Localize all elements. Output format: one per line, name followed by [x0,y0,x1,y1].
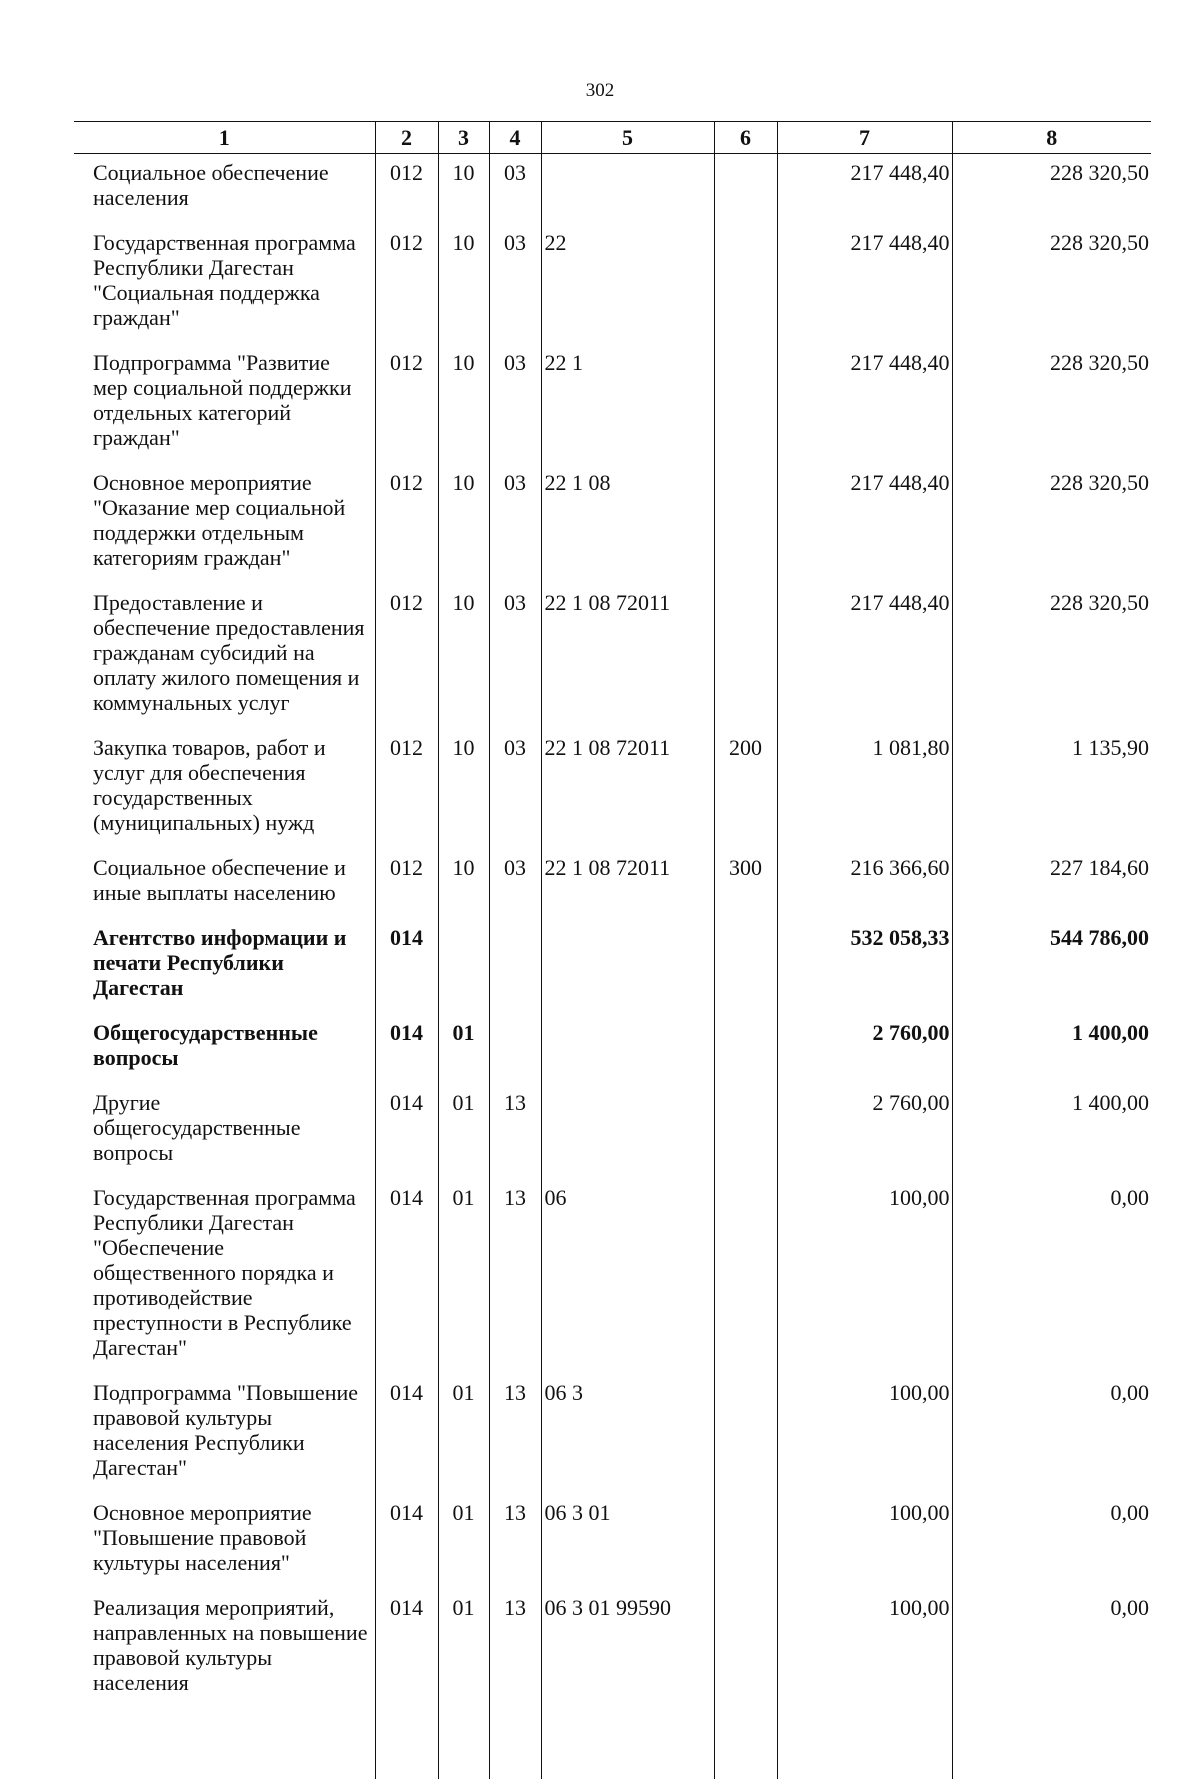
amount-col8-cell: 228 320,50 [952,154,1151,225]
section-code-cell: 10 [438,729,489,849]
amount-col7-cell: 100,00 [777,1589,952,1779]
row-name-cell: Основное мероприятие "Повышение правовой культуры населения" [74,1494,375,1589]
subsection-code-cell: 03 [489,224,541,344]
target-article-cell: 06 3 [541,1374,714,1494]
table-row [74,1179,1151,1374]
table-row [74,224,1151,344]
expense-type-cell [714,1374,777,1494]
amount-col7-cell: 100,00 [777,1494,952,1589]
section-code-cell: 01 [438,1374,489,1494]
row-name-cell: Основное мероприятие "Оказание мер социальной поддержки отдельным категориям граждан" [74,464,375,584]
table-row [74,154,1151,225]
subsection-code-cell: 03 [489,464,541,584]
target-article-cell: 06 3 01 99590 [541,1589,714,1779]
expense-type-cell [714,584,777,729]
target-article-cell: 06 [541,1179,714,1374]
table-row [74,849,1151,919]
amount-col7-cell: 216 366,60 [777,849,952,919]
expense-type-cell [714,154,777,225]
target-article-cell [541,1084,714,1179]
amount-col7-cell: 217 448,40 [777,154,952,225]
target-article-cell: 22 1 08 [541,464,714,584]
amount-col8-cell: 227 184,60 [952,849,1151,919]
row-name-cell: Общегосударственные вопросы [74,1014,375,1084]
amount-col7-cell: 217 448,40 [777,464,952,584]
amount-col8-cell: 228 320,50 [952,344,1151,464]
section-code-cell: 10 [438,154,489,225]
chapter-code-cell: 014 [375,1084,438,1179]
section-code-cell [438,919,489,1014]
row-name-cell: Закупка товаров, работ и услуг для обеспечения государственных (муниципальных) нужд [74,729,375,849]
amount-col7-cell: 217 448,40 [777,224,952,344]
section-code-cell: 01 [438,1494,489,1589]
section-code-cell: 01 [438,1589,489,1779]
row-name-cell: Социальное обеспечение населения [74,154,375,225]
subsection-code-cell: 03 [489,849,541,919]
subsection-code-cell: 03 [489,729,541,849]
amount-col8-cell: 1 135,90 [952,729,1151,849]
target-article-cell [541,919,714,1014]
chapter-code-cell: 014 [375,1494,438,1589]
table-row [74,1014,1151,1084]
amount-col7-cell: 2 760,00 [777,1014,952,1084]
row-name-cell: Подпрограмма "Развитие мер социальной поддержки отдельных категорий граждан" [74,344,375,464]
amount-col8-cell: 0,00 [952,1589,1151,1779]
section-code-cell: 01 [438,1084,489,1179]
subsection-code-cell [489,1014,541,1084]
chapter-code-cell: 012 [375,154,438,225]
expense-type-cell [714,224,777,344]
target-article-cell: 22 1 08 72011 [541,729,714,849]
column-header: 8 [952,122,1151,154]
table-row [74,1494,1151,1589]
section-code-cell: 10 [438,584,489,729]
amount-col8-cell: 1 400,00 [952,1014,1151,1084]
expense-type-cell: 300 [714,849,777,919]
amount-col8-cell: 0,00 [952,1179,1151,1374]
amount-col8-cell: 228 320,50 [952,464,1151,584]
row-name-cell: Государственная программа Республики Дагестан "Социальная поддержка граждан" [74,224,375,344]
target-article-cell [541,1014,714,1084]
column-header: 1 [74,122,375,154]
target-article-cell [541,154,714,225]
table-row [74,584,1151,729]
row-name-cell: Подпрограмма "Повышение правовой культуры населения Республики Дагестан" [74,1374,375,1494]
target-article-cell: 22 1 [541,344,714,464]
column-header: 4 [489,122,541,154]
chapter-code-cell: 014 [375,1589,438,1779]
table-row [74,464,1151,584]
chapter-code-cell: 012 [375,464,438,584]
subsection-code-cell: 13 [489,1084,541,1179]
chapter-code-cell: 014 [375,1179,438,1374]
subsection-code-cell: 03 [489,154,541,225]
amount-col8-cell: 228 320,50 [952,224,1151,344]
expense-type-cell [714,1589,777,1779]
table-row [74,729,1151,849]
row-name-cell: Реализация мероприятий, направленных на повышение правовой культуры населения [74,1589,375,1779]
table-row [74,1589,1151,1779]
row-name-cell: Государственная программа Республики Дагестан "Обеспечение общественного порядка и противодействие преступности в Республике Дагестан" [74,1179,375,1374]
chapter-code-cell: 012 [375,224,438,344]
table-row [74,344,1151,464]
target-article-cell: 22 1 08 72011 [541,849,714,919]
expense-type-cell [714,464,777,584]
chapter-code-cell: 012 [375,344,438,464]
table-body [74,154,1151,1779]
expense-type-cell [714,1014,777,1084]
amount-col8-cell: 1 400,00 [952,1084,1151,1179]
amount-col7-cell: 217 448,40 [777,584,952,729]
amount-col7-cell: 2 760,00 [777,1084,952,1179]
chapter-code-cell: 014 [375,1374,438,1494]
subsection-code-cell: 13 [489,1494,541,1589]
amount-col8-cell: 544 786,00 [952,919,1151,1014]
section-code-cell: 10 [438,464,489,584]
amount-col7-cell: 217 448,40 [777,344,952,464]
target-article-cell: 22 1 08 72011 [541,584,714,729]
amount-col7-cell: 100,00 [777,1374,952,1494]
target-article-cell: 22 [541,224,714,344]
section-code-cell: 10 [438,224,489,344]
section-code-cell: 10 [438,344,489,464]
chapter-code-cell: 012 [375,849,438,919]
expense-type-cell [714,1494,777,1589]
column-header: 7 [777,122,952,154]
expense-type-cell: 200 [714,729,777,849]
chapter-code-cell: 012 [375,729,438,849]
chapter-code-cell: 014 [375,919,438,1014]
table-row [74,1084,1151,1179]
amount-col7-cell: 532 058,33 [777,919,952,1014]
table-row [74,1374,1151,1494]
amount-col8-cell: 228 320,50 [952,584,1151,729]
row-name-cell: Социальное обеспечение и иные выплаты населению [74,849,375,919]
target-article-cell: 06 3 01 [541,1494,714,1589]
amount-col8-cell: 0,00 [952,1374,1151,1494]
chapter-code-cell: 012 [375,584,438,729]
section-code-cell: 10 [438,849,489,919]
amount-col7-cell: 1 081,80 [777,729,952,849]
column-header: 5 [541,122,714,154]
table-row [74,919,1151,1014]
column-header: 3 [438,122,489,154]
subsection-code-cell: 13 [489,1179,541,1374]
row-name-cell: Агентство информации и печати Республики Дагестан [74,919,375,1014]
column-header: 6 [714,122,777,154]
row-name-cell: Предоставление и обеспечение предоставления гражданам субсидий на оплату жилого помещения и коммунальных услуг [74,584,375,729]
expense-type-cell [714,919,777,1014]
page-number: 302 [0,80,1200,102]
subsection-code-cell [489,919,541,1014]
column-header: 2 [375,122,438,154]
expense-type-cell [714,1084,777,1179]
expense-type-cell [714,1179,777,1374]
amount-col7-cell: 100,00 [777,1179,952,1374]
subsection-code-cell: 03 [489,584,541,729]
subsection-code-cell: 13 [489,1374,541,1494]
section-code-cell: 01 [438,1179,489,1374]
expense-type-cell [714,344,777,464]
section-code-cell: 01 [438,1014,489,1084]
table-header-row [74,122,1151,154]
row-name-cell: Другие общегосударственные вопросы [74,1084,375,1179]
chapter-code-cell: 014 [375,1014,438,1084]
subsection-code-cell: 13 [489,1589,541,1779]
amount-col8-cell: 0,00 [952,1494,1151,1589]
subsection-code-cell: 03 [489,344,541,464]
budget-table [74,121,1151,1779]
